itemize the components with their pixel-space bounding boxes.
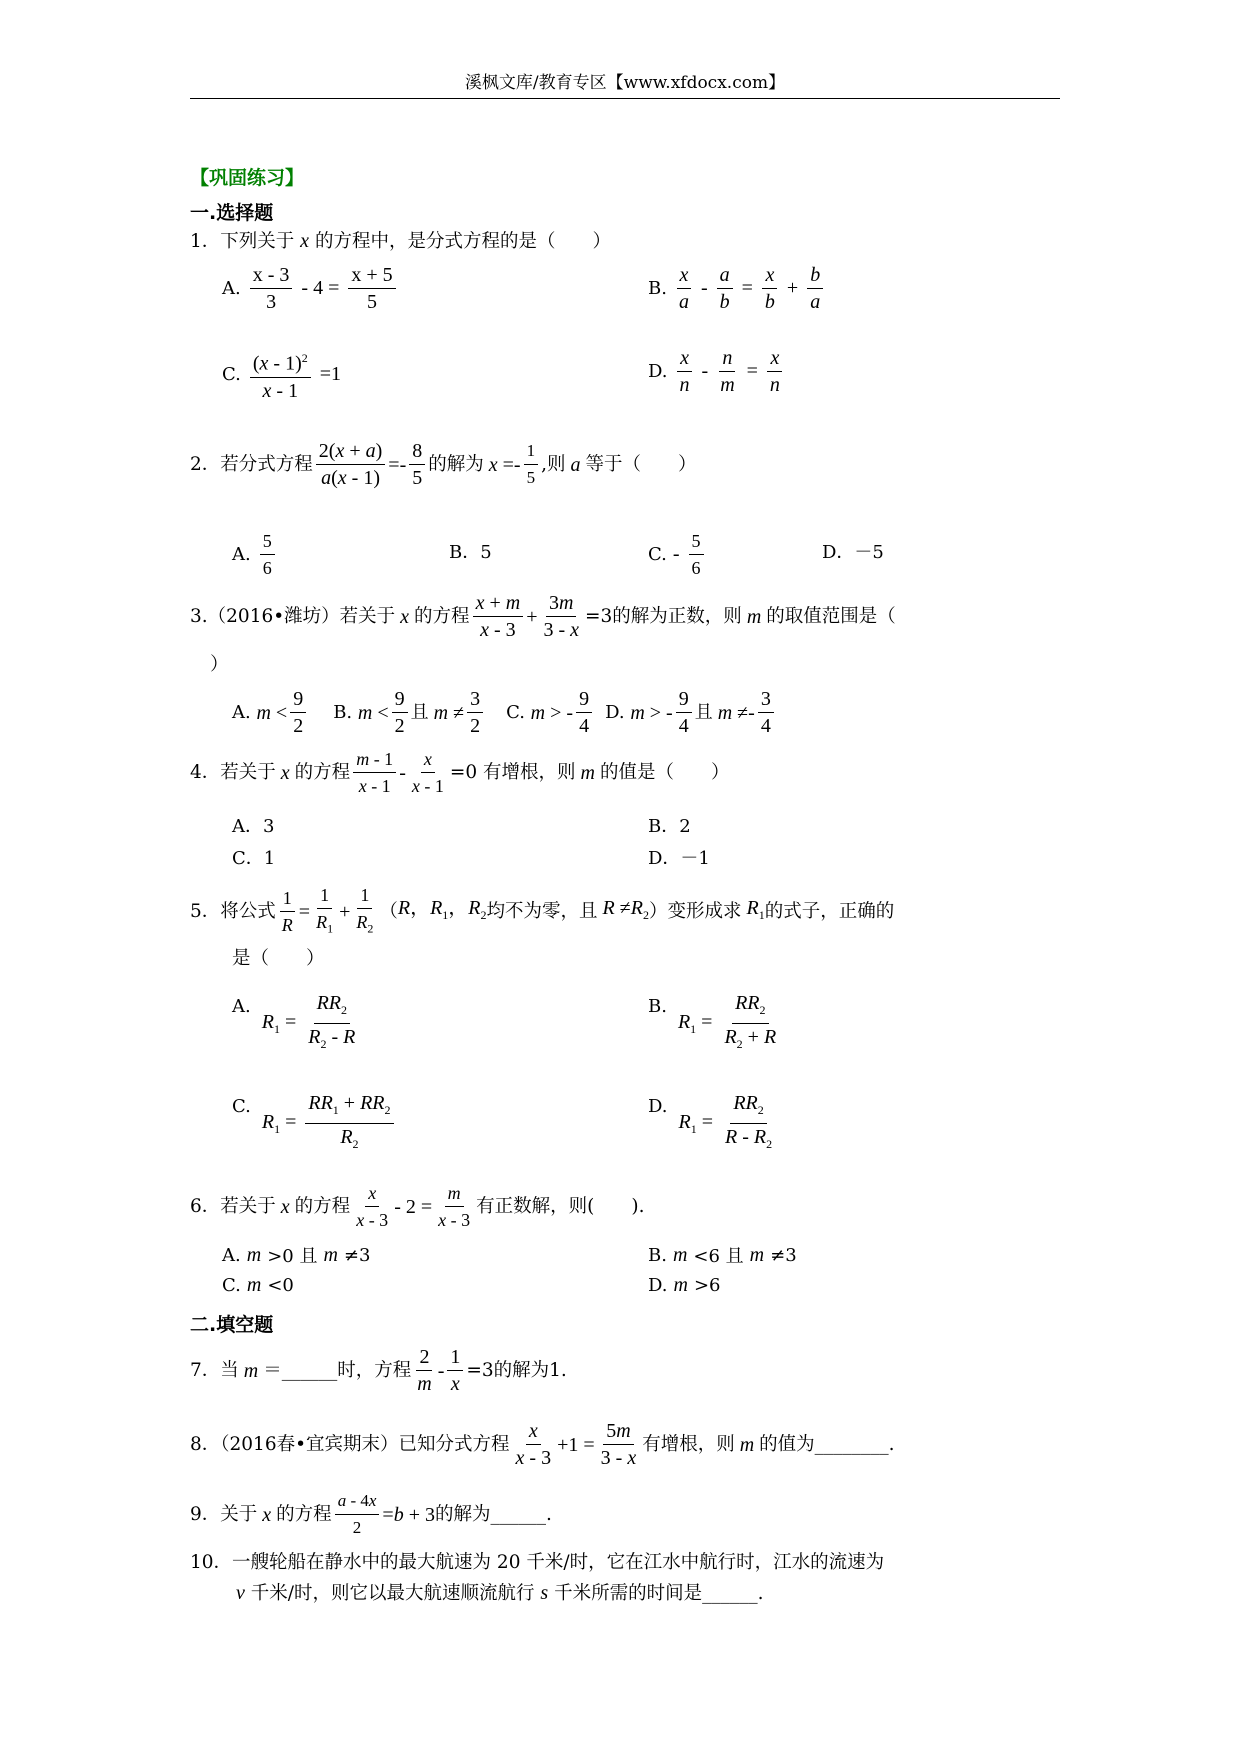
question-8-stem: 8．（2016春•宜宾期末）已知分式方程 $\frac{x}{x - 3}$ +1 = $\frac{5m}{3 - x}$ 有增根，则 m 的值为________.	[190, 1420, 895, 1469]
q2-option-b[interactable]: B．5	[449, 542, 492, 563]
q2-option-c[interactable]: C. - $\frac{5}{6}$	[648, 528, 707, 581]
q1-option-a[interactable]: A. $\frac{x - 3}{3}$ - 4 = $\frac{x + 5}{5}$	[222, 262, 399, 315]
question-4-stem: 4．若关于 x 的方程 $\frac{m - 1}{x - 1}$ - $\frac{x}{x - 1}$ =0 有增根，则 m 的值是（ ）	[190, 746, 1060, 799]
q1-option-d[interactable]: D. $\frac{x}{n}$ - $\frac{n}{m}$ = $\frac{x}{n}$	[648, 345, 786, 398]
question-1-stem: 1．下列关于 x 的方程中，是分式方程的是（ ）	[190, 230, 611, 252]
question-3-stem: 3.（2016•潍坊）若关于 x 的方程 $\frac{x + m}{x - 3}$ + $\frac{3m}{3 - x}$ =3的解为正数，则 m 的取值范围是（	[190, 592, 896, 641]
question-3-stem-end: ）	[210, 654, 229, 675]
q2-option-a[interactable]: A. $\frac{5}{6}$	[232, 528, 278, 581]
q4-option-c[interactable]: C．1	[232, 848, 276, 869]
q3-option-b[interactable]: B. m < $\frac{9}{2}$ 且 m ≠ $\frac{3}{2}$	[333, 686, 486, 739]
q6-option-c[interactable]: C. m <0	[222, 1274, 294, 1296]
choice-section-heading: 一.选择题	[190, 202, 274, 224]
q5-option-b[interactable]: B. $R_1$ = $\frac{RR_2}{R_2 + R}$	[648, 992, 777, 1051]
q2-option-d[interactable]: D．－5	[822, 542, 884, 563]
q4-option-b[interactable]: B．2	[648, 816, 691, 837]
practice-heading: 【巩固练习】	[190, 167, 305, 189]
page-header: 溪枫文库/教育专区【www.xfdocx.com】	[190, 68, 1060, 99]
question-2-stem: 2．若分式方程 $\frac{2(x + a)}{a(x - 1)}$ =- $\frac{8}{5}$ 的解为 x =- $\frac{1}{5}$ , 则 a 等于（ ）	[190, 440, 697, 489]
question-7-stem: 7．当 m ＝______时，方程 $\frac{2}{m}$ - $\frac{1}{x}$ =3的解为1.	[190, 1346, 567, 1395]
q5-option-a[interactable]: A. $R_1$ = $\frac{RR_2}{R_2 - R}$	[232, 992, 356, 1051]
question-10-line-2: v 千米/时，则它以最大航速顺流航行 s 千米所需的时间是______.	[236, 1582, 764, 1604]
question-9-stem: 9．关于 x 的方程 $\frac{a - 4x}{2}$ =b + 3 的解为______.	[190, 1488, 1060, 1541]
question-3-options	[232, 686, 1102, 739]
q3-option-c[interactable]: C. m > - $\frac{9}{4}$	[506, 686, 595, 739]
question-5-stem: 5．将公式 $\frac{1}{R}$ = $\frac{1}{R_1}$ + $\frac{1}{R_2}$ （ R，$R_1$，$R_2$ 均不为零，且 $R \ne R_2$ ）变形成求 $R_1$ 的式子，正确的	[190, 882, 1060, 942]
q6-option-b[interactable]: B. m <6 且 m ≠3	[648, 1243, 797, 1267]
q3-option-d[interactable]: D. m > - $\frac{9}{4}$ 且 m ≠- $\frac{3}{4}$	[605, 686, 777, 739]
question-5-stem-end: 是（ ）	[232, 948, 325, 969]
fill-section-heading: 二.填空题	[190, 1314, 274, 1336]
question-6-stem: 6．若关于 x 的方程 $\frac{x}{x - 3}$ - 2 = $\frac{m}{x - 3}$ 有正数解，则( ).	[190, 1180, 1060, 1233]
q5-option-d[interactable]: D. $R_1$ = $\frac{RR_2}{R - R_2}$	[648, 1092, 773, 1151]
question-10-line-1: 10．一艘轮船在静水中的最大航速为 20 千米/时，它在江水中航行时，江水的流速为	[190, 1552, 885, 1573]
q5-option-c[interactable]: C. $R_1$ = $\frac{RR_1 + RR_2}{R_2}$	[232, 1090, 397, 1157]
q3-option-a[interactable]: A. m < $\frac{9}{2}$	[232, 686, 309, 739]
q4-option-a[interactable]: A．3	[232, 816, 275, 837]
q4-option-d[interactable]: D．－1	[648, 848, 710, 869]
q6-option-d[interactable]: D. m >6	[648, 1274, 721, 1296]
q1-option-b[interactable]: B. $\frac{x}{a}$ - $\frac{a}{b}$ = $\frac{x}{b}$ + $\frac{b}{a}$	[648, 262, 826, 315]
q1-option-c[interactable]: C. $\frac{(x - 1)^2}{x - 1}$ =1	[222, 345, 341, 404]
q6-option-a[interactable]: A. m >0 且 m ≠3	[222, 1243, 371, 1267]
